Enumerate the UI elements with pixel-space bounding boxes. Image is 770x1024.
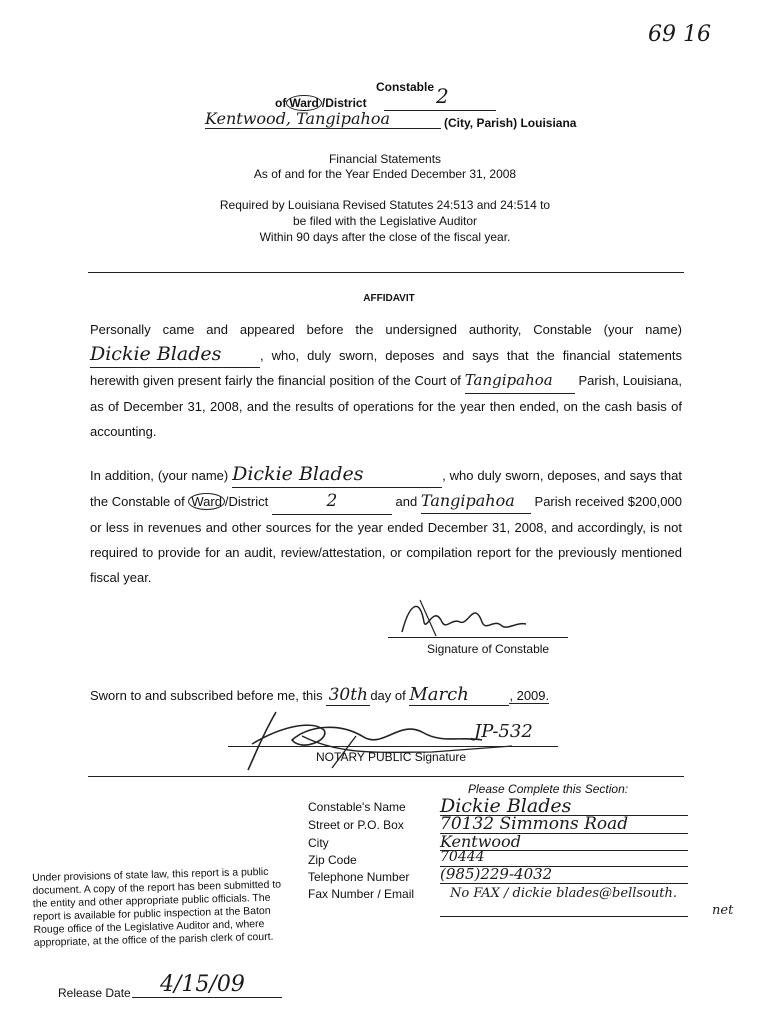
parish-handwritten-2: Tangipahoa [421, 488, 531, 514]
release-date-label: Release Date [58, 986, 131, 1000]
constable-signature-label: Signature of Constable [427, 642, 550, 656]
value-fax-email: No FAX / dickie blades@bellsouth. [450, 886, 677, 901]
constable-name-handwritten-2: Dickie Blades [232, 462, 442, 488]
release-date-value: 4/15/09 [160, 972, 245, 997]
notary-label: NOTARY PUBLIC Signature [316, 750, 467, 764]
form-title: Constable [375, 80, 434, 94]
label-constable-name: Constable's Name [308, 800, 406, 814]
line-telephone [440, 883, 688, 884]
sworn-month: March [409, 684, 509, 706]
label-fax-email: Fax Number / Email [308, 887, 415, 901]
value-telephone: (985)229-4032 [440, 865, 553, 883]
notary-signature-line [228, 746, 558, 747]
constable-signature [390, 592, 530, 642]
top-divider [88, 272, 684, 273]
city-parish-suffix: (City, Parish) Louisiana [444, 116, 577, 130]
public-notice: Under provisions of state law, this report is a public document. A copy of the report has been submitted to the entity and other appropriate public officials. The report is available for public inspection at the Baton Rouge office of the Legislative Auditor and, where appropriate, at the office of the parish clerk of court. [32, 865, 282, 949]
fs-line2: As of and for the Year Ended December 31, 2008 [253, 167, 517, 181]
constable-signature-line [388, 637, 568, 638]
city-parish-underline [205, 128, 441, 129]
value-city: Kentwood [440, 832, 521, 851]
ward-circled-2: Ward [188, 493, 225, 510]
label-city: City [308, 836, 329, 850]
district-value: 2 [436, 84, 449, 108]
release-date-line [132, 997, 282, 998]
district-handwritten-2: 2 [272, 489, 392, 515]
label-telephone: Telephone Number [308, 870, 410, 884]
value-zip: 70444 [440, 849, 485, 865]
email-continuation: net [712, 903, 734, 918]
affidavit-heading: AFFIDAVIT [363, 293, 415, 304]
fs-line1: Financial Statements [328, 152, 442, 166]
affidavit-paragraph-1: Personally came and appeared before the undersigned authority, Constable (your name) Dickie Blades , who, duly sworn, deposes and says that the financial statements herewith given present fairly the financial position of the Court of Tangipahoa Parish, Louisiana, as of December 31, 2008, and the results of operations for the year then ended, on the cash basis of accounting. [90, 322, 682, 439]
sworn-line: Sworn to and subscribed before me, this 30th day of March , 2009. [90, 684, 550, 705]
req-line1: Required by Louisiana Revised Statutes 24:513 and 24:514 to [219, 198, 551, 212]
ward-district-line: of Ward /District [275, 96, 367, 110]
notary-id: JP-532 [474, 721, 533, 742]
city-parish-value: Kentwood, Tangipahoa [205, 109, 390, 128]
label-zip: Zip Code [308, 853, 357, 867]
sworn-day: 30th [326, 685, 370, 706]
line-fax-email [440, 916, 688, 917]
req-line3: Within 90 days after the close of the fiscal year. [259, 230, 511, 244]
req-line2: be filed with the Legislative Auditor [292, 214, 478, 228]
notary-signature [232, 696, 592, 780]
ward-circled: Ward [286, 95, 322, 111]
affidavit-paragraph-2: In addition, (your name) Dickie Blades , who duly sworn, deposes, and says that the Constable of Ward /District 2 and Tangipahoa Parish received $200,000 or less in revenues and other sources for the year ended December 31, 2008, and accordingly, is not required to provide for an audit, review/attestation, or compilation report for the previously mentioned fiscal year. [90, 463, 682, 585]
bottom-divider [88, 776, 684, 777]
contact-prompt: Please Complete this Section: [468, 782, 629, 796]
corner-mark: 69 16 [648, 22, 711, 47]
constable-name-handwritten: Dickie Blades [90, 342, 260, 368]
value-constable-name: Dickie Blades [440, 795, 572, 817]
district-underline [384, 110, 496, 111]
value-street: 70132 Simmons Road [440, 814, 629, 834]
parish-handwritten: Tangipahoa [465, 368, 575, 394]
label-street: Street or P.O. Box [308, 818, 404, 832]
